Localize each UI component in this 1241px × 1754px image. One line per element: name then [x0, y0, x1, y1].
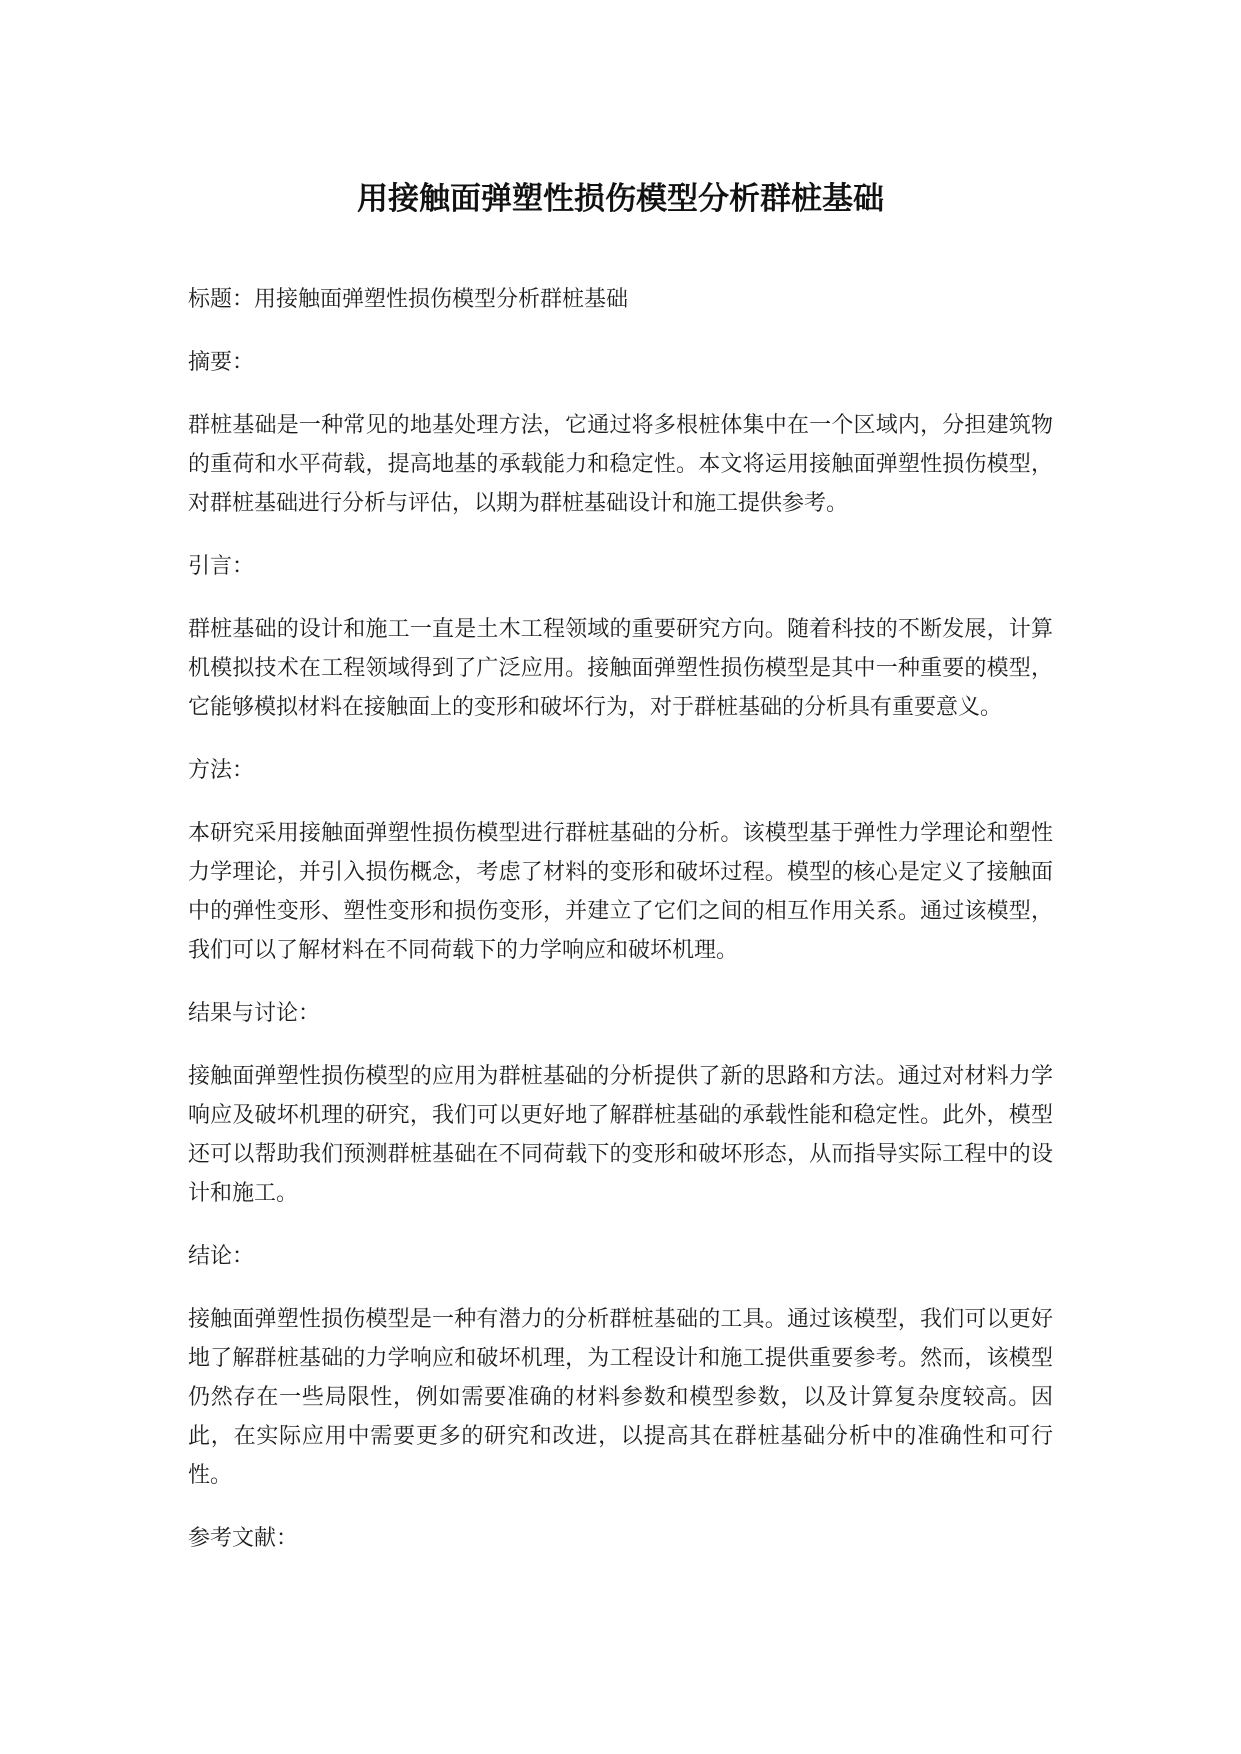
references-heading: 参考文献：	[188, 1526, 299, 1551]
method-paragraph: 本研究采用接触面弹塑性损伤模型进行群桩基础的分析。该模型基于弹性力学理论和塑性力学理论，并引入损伤概念，考虑了材料的变形和破坏过程。模型的核心是定义了接触面中的弹性变形、塑性变形和损伤变形，并建立了它们之间的相互作用关系。通过该模型，我们可以了解材料在不同荷载下的力学响应和破坏机理。	[188, 821, 1053, 963]
page-title: 用接触面弹塑性损伤模型分析群桩基础	[357, 181, 884, 217]
results-heading: 结果与讨论：	[188, 1001, 321, 1026]
method-heading: 方法：	[188, 758, 255, 783]
introduction-heading: 引言：	[188, 554, 255, 579]
results-paragraph: 接触面弹塑性损伤模型的应用为群桩基础的分析提供了新的思路和方法。通过对材料力学响应及破坏机理的研究，我们可以更好地了解群桩基础的承载性能和稳定性。此外，模型还可以帮助我们预测群桩基础在不同荷载下的变形和破坏形态，从而指导实际工程中的设计和施工。	[188, 1064, 1053, 1206]
document-body	[188, 280, 1053, 1582]
abstract-paragraph: 群桩基础是一种常见的地基处理方法，它通过将多根桩体集中在一个区域内，分担建筑物的重荷和水平荷载，提高地基的承载能力和稳定性。本文将运用接触面弹塑性损伤模型，对群桩基础进行分析与评估，以期为群桩基础设计和施工提供参考。	[188, 413, 1053, 516]
abstract-heading: 摘要：	[188, 350, 255, 375]
introduction-paragraph: 群桩基础的设计和施工一直是土木工程领域的重要研究方向。随着科技的不断发展，计算机模拟技术在工程领域得到了广泛应用。接触面弹塑性损伤模型是其中一种重要的模型，它能够模拟材料在接触面上的变形和破坏行为，对于群桩基础的分析具有重要意义。	[188, 617, 1053, 720]
conclusion-paragraph: 接触面弹塑性损伤模型是一种有潜力的分析群桩基础的工具。通过该模型，我们可以更好地了解群桩基础的力学响应和破坏机理，为工程设计和施工提供重要参考。然而，该模型仍然存在一些局限性，例如需要准确的材料参数和模型参数，以及计算复杂度较高。因此，在实际应用中需要更多的研究和改进，以提高其在群桩基础分析中的准确性和可行性。	[188, 1307, 1053, 1488]
conclusion-heading: 结论：	[188, 1244, 255, 1269]
title-line: 标题：用接触面弹塑性损伤模型分析群桩基础	[188, 287, 629, 312]
